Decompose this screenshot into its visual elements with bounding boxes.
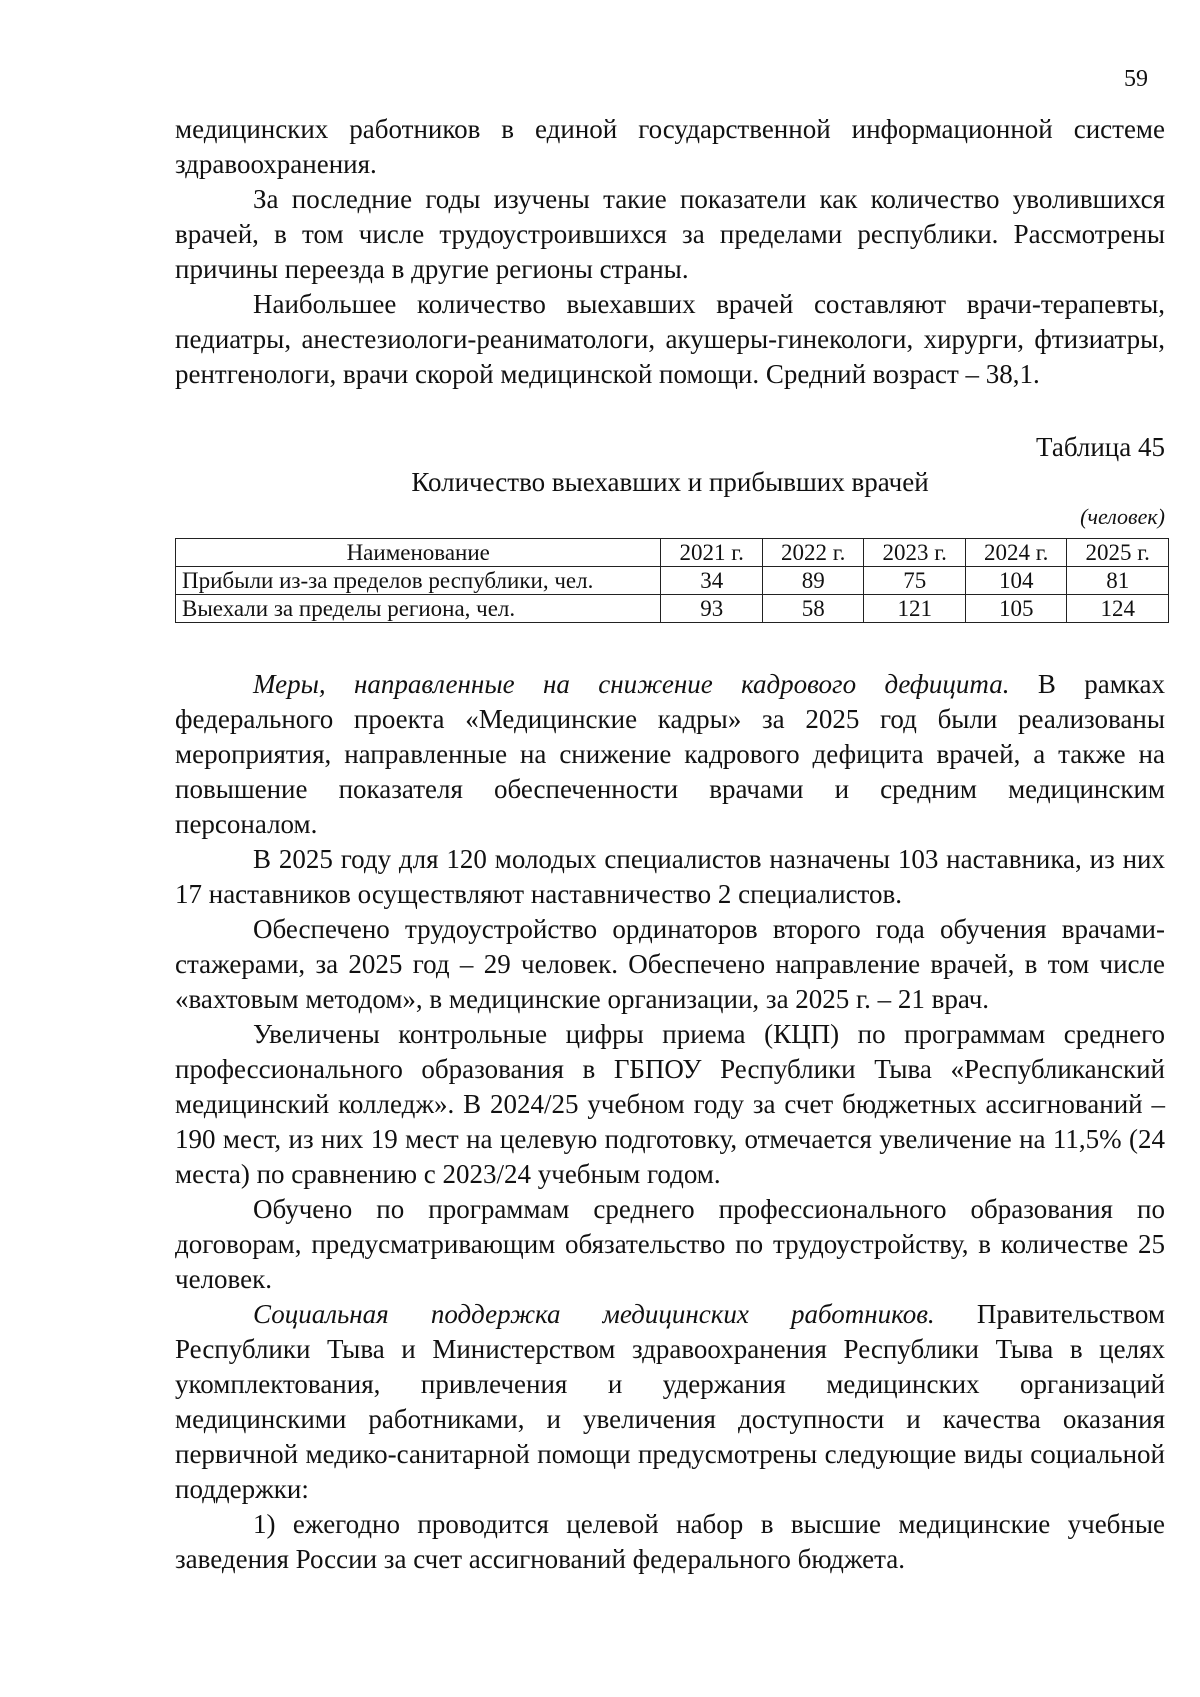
document-body (175, 112, 1165, 1577)
header-2021: 2021 г. (661, 539, 763, 567)
social-text: Правительством Республики Тыва и Министерством здравоохранения Республики Тыва в целях укомплектования, привлечения и удержания медицинских организаций медицинскими работниками, и увеличения доступности и качества оказания первичной медико-санитарной помощи предусмотрены следующие виды социальной поддержки: (175, 1299, 1165, 1504)
table-unit: (человек) (1080, 504, 1165, 529)
paragraph-social-support (175, 1297, 1165, 1507)
spacer (175, 392, 1165, 430)
header-2023: 2023 г. (864, 539, 966, 567)
header-2024: 2024 г. (965, 539, 1067, 567)
paragraph-departed-doctors: Наибольшее количество выехавших врачей составляют врачи-терапевты, педиатры, анестезиологи-реаниматологи, акушеры-гинекологи, хирурги, фтизиатры, рентгенологи, врачи скорой медицинской помощи. Средний возраст – 38,1. (175, 289, 1165, 389)
table-row (176, 567, 1169, 595)
measures-text: В рамках федерального проекта «Медицинские кадры» за 2025 год были реализованы мероприятия, направленные на снижение кадрового дефицита врачей, а также на повышение показателя обеспеченности врачами и средним медицинским персоналом. (175, 669, 1165, 839)
measures-heading: Меры, направленные на снижение кадрового дефицита. (253, 669, 1010, 699)
list-item: 1) ежегодно проводится целевой набор в высшие медицинские учебные заведения России за счет ассигнований федерального бюджета. (175, 1509, 1165, 1574)
table-label: Таблица 45 (1036, 432, 1165, 462)
row-name: Выехали за пределы региона, чел. (176, 595, 661, 623)
cell-value: 124 (1067, 595, 1169, 623)
cell-value: 121 (864, 595, 966, 623)
cell-value: 105 (965, 595, 1067, 623)
doctors-table (175, 538, 1169, 623)
paragraph-continuation: медицинских работников в единой государственной информационной системе здравоохранения. (175, 114, 1165, 179)
paragraph-measures (175, 667, 1165, 842)
cell-value: 34 (661, 567, 763, 595)
header-name: Наименование (176, 539, 661, 567)
cell-value: 81 (1067, 567, 1169, 595)
page-number: 59 (1124, 66, 1148, 92)
cell-value: 89 (762, 567, 864, 595)
table-title: Количество выехавших и прибывших врачей (411, 467, 929, 497)
paragraph-indicators: За последние годы изучены такие показатели как количество уволившихся врачей, в том числе трудоустроившихся за пределами республики. Рассмотрены причины переезда в другие регионы страны. (175, 184, 1165, 284)
cell-value: 93 (661, 595, 763, 623)
paragraph-residents: Обеспечено трудоустройство ординаторов второго года обучения врачами-стажерами, за 2025 год – 29 человек. Обеспечено направление врачей, в том числе «вахтовым методом», в медицинские организации, за 2025 г. – 21 врач. (175, 914, 1165, 1014)
social-heading: Социальная поддержка медицинских работников. (253, 1299, 935, 1329)
paragraph-trained: Обучено по программам среднего профессионального образования по договорам, предусматривающим обязательство по трудоустройству, в количестве 25 человек. (175, 1194, 1165, 1294)
header-2025: 2025 г. (1067, 539, 1169, 567)
row-name: Прибыли из-за пределов республики, чел. (176, 567, 661, 595)
cell-value: 104 (965, 567, 1067, 595)
paragraph-admission: Увеличены контрольные цифры приема (КЦП) по программам среднего профессионального образования в ГБПОУ Республики Тыва «Республиканский медицинский колледж». В 2024/25 учебном году за счет бюджетных ассигнований – 190 мест, из них 19 мест на целевую подготовку, отмечается увеличение на 11,5% (24 места) по сравнению с 2023/24 учебным годом. (175, 1019, 1165, 1189)
table-row (176, 595, 1169, 623)
header-2022: 2022 г. (762, 539, 864, 567)
cell-value: 75 (864, 567, 966, 595)
table-header-row (176, 539, 1169, 567)
spacer (175, 623, 1165, 667)
paragraph-mentors: В 2025 году для 120 молодых специалистов назначены 103 наставника, из них 17 наставников осуществляют наставничество 2 специалистов. (175, 844, 1165, 909)
cell-value: 58 (762, 595, 864, 623)
